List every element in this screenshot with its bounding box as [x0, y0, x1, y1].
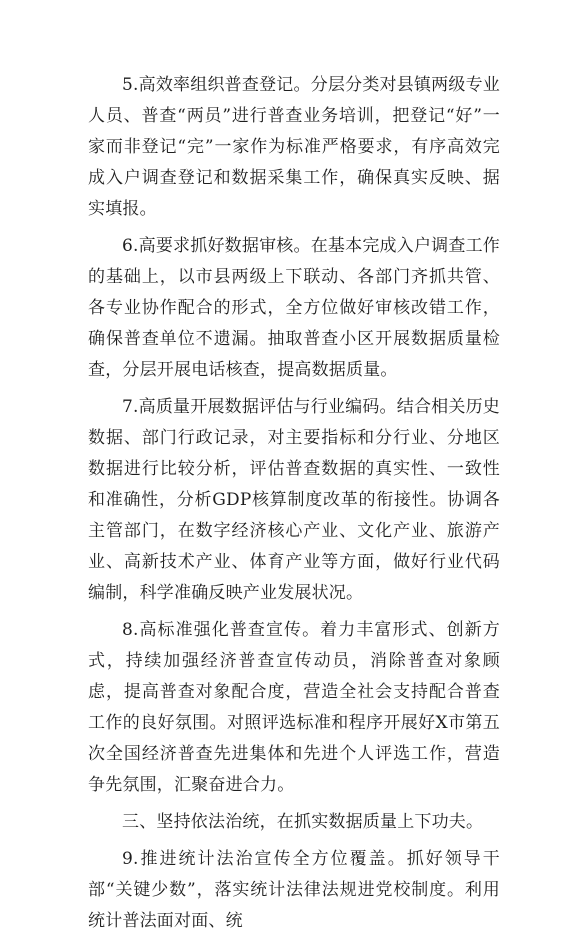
- paragraph-item-9: 9.推进统计法治宣传全方位覆盖。抓好领导干部“关键少数”，落实统计法律法规进党校制度。利用统计普法面对面、统: [88, 849, 500, 931]
- paragraph-item-5: 5.高效率组织普查登记。分层分类对县镇两级专业人员、普查“两员”进行普查业务培训，把登记“好”一家而非登记“完”一家作为标准严格要求，有序高效完成入户调查登记和数据采集工作，确保真实反映、据实填报。: [88, 75, 500, 219]
- section-heading-3: 三、坚持依法治统，在抓实数据质量上下功夫。: [122, 812, 484, 832]
- document-body: [88, 70, 500, 943]
- paragraph-item-7: 7.高质量开展数据评估与行业编码。结合相关历史数据、部门行政记录，对主要指标和分行业、分地区数据进行比较分析，评估普查数据的真实性、一致性和准确性，分析GDP核算制度改革的衔接性。协调各主管部门，在数字经济核心产业、文化产业、旅游产业、高新技术产业、体育产业等方面，做好行业代码编制，科学准确反映产业发展状况。: [88, 397, 500, 603]
- paragraph-item-6: 6.高要求抓好数据审核。在基本完成入户调查工作的基础上，以市县两级上下联动、各部门齐抓共管、各专业协作配合的形式，全方位做好审核改错工作，确保普查单位不遗漏。抽取普查小区开展数据质量检查，分层开展电话核查，提高数据质量。: [88, 236, 500, 380]
- paragraph-item-8: 8.高标准强化普查宣传。着力丰富形式、创新方式，持续加强经济普查宣传动员，消除普查对象顾虑，提高普查对象配合度，营造全社会支持配合普查工作的良好氛围。对照评选标准和程序开展好X市第五次全国经济普查先进集体和先进个人评选工作，营造争先氛围，汇聚奋进合力。: [88, 620, 500, 795]
